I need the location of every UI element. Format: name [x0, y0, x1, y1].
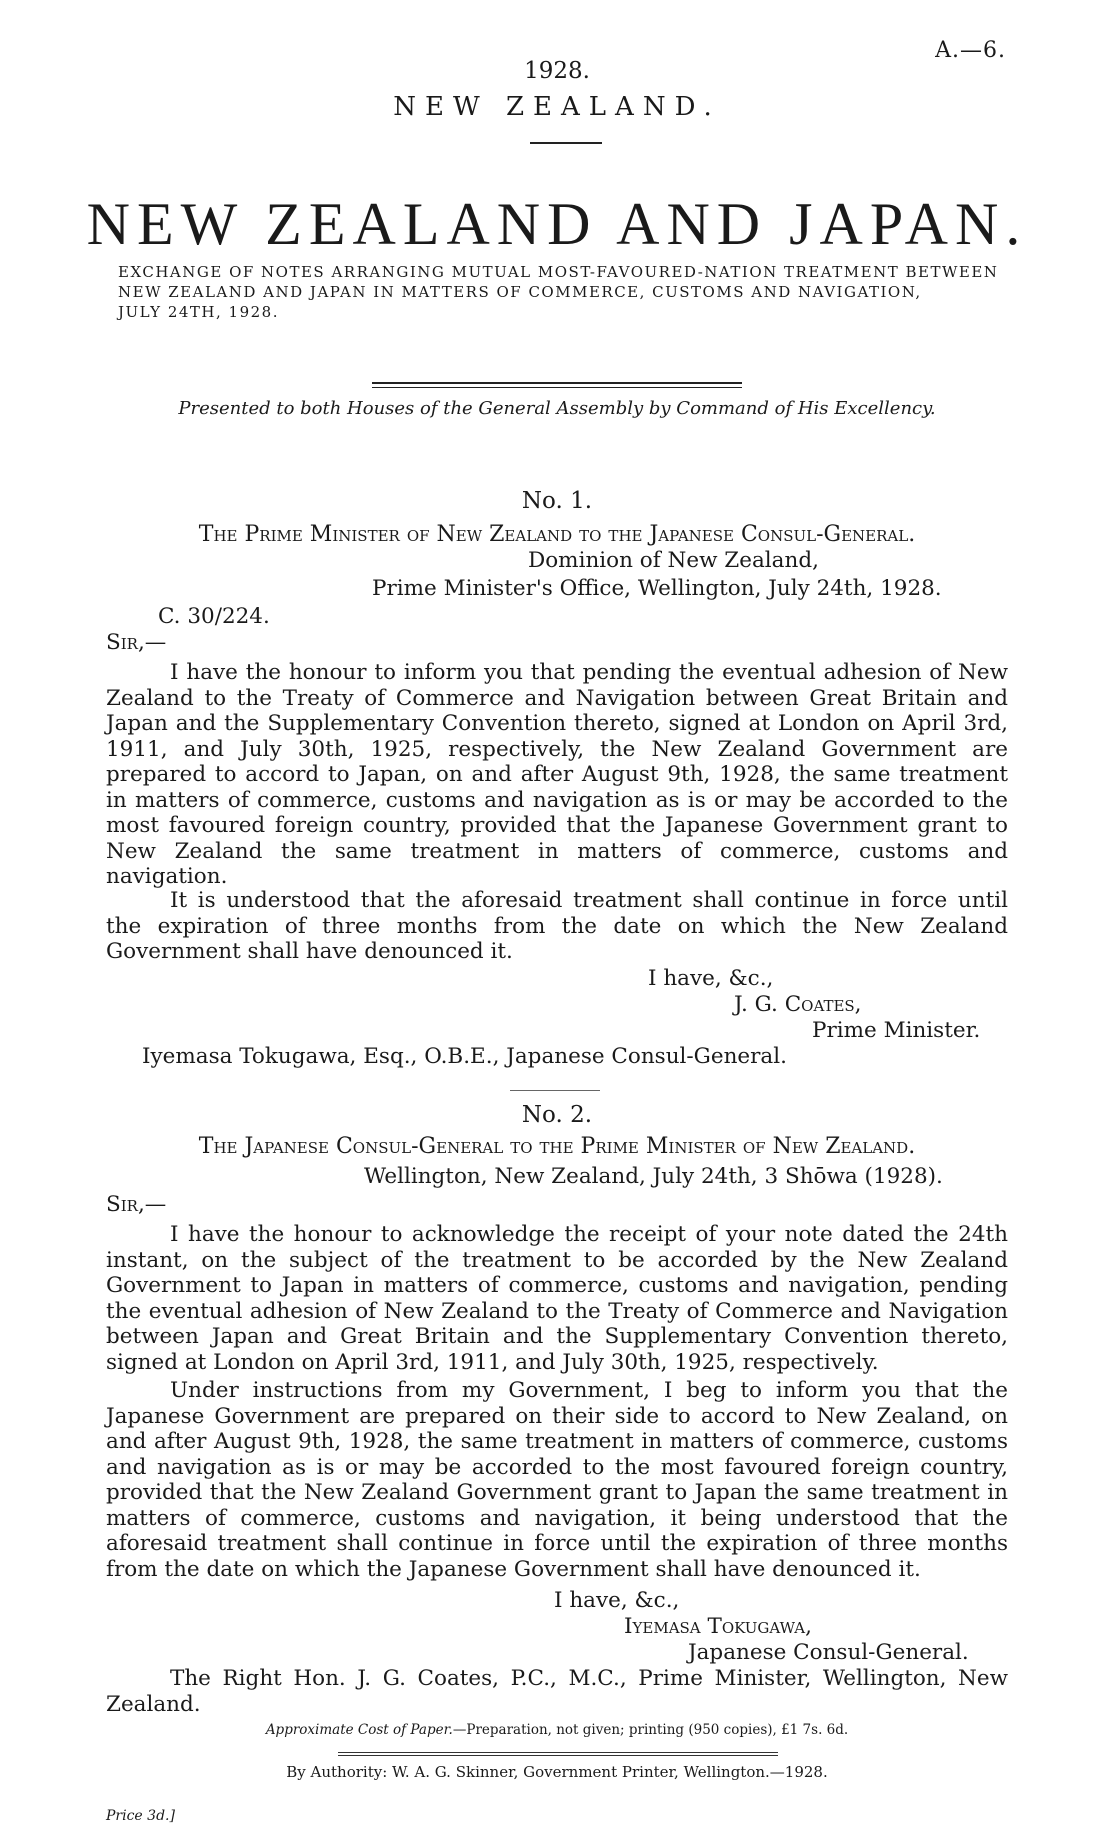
- letter-1-signature-name: J. G. Coates,: [734, 992, 862, 1017]
- cost-label: Approximate Cost of Paper.: [265, 1722, 453, 1738]
- letter-1-signature-title: Prime Minister.: [812, 1018, 981, 1043]
- letter-2-salutation: Sir,—: [106, 1192, 167, 1217]
- subtitle-line: NEW ZEALAND AND JAPAN IN MATTERS OF COMMERCE, CUSTOMS AND NAVIGATION,: [118, 283, 922, 301]
- letter-1-salutation: Sir,—: [106, 630, 167, 655]
- subtitle-line: EXCHANGE OF NOTES ARRANGING MUTUAL MOST-FAVOURED-NATION TREATMENT BETWEEN: [118, 263, 999, 281]
- price-label: Price 3d.]: [106, 1808, 175, 1824]
- title-divider: [372, 382, 742, 388]
- letter-2-number: No. 2.: [521, 1102, 593, 1128]
- country-heading: NEW ZEALAND.: [393, 92, 721, 122]
- letter-2-addressee: The Right Hon. J. G. Coates, P.C., M.C., Prime Minister, Wellington, New Zealand.: [106, 1666, 1008, 1717]
- letter-1-address-line-1: Dominion of New Zealand,: [528, 548, 819, 573]
- presented-note: Presented to both Houses of the General Assembly by Command of His Excellency.: [178, 398, 936, 419]
- letter-1-paragraph-2: It is understood that the aforesaid treatment shall continue in force until the expiration of three months from the date on which the New Zealand Government shall have denounced it.: [106, 888, 1008, 964]
- letter-1-addressee: Iyemasa Tokugawa, Esq., O.B.E., Japanese Consul-General.: [142, 1044, 787, 1069]
- page-reference: A.—6.: [935, 38, 1006, 63]
- letter-1-number: No. 1.: [521, 488, 593, 514]
- letter-2-closing: I have, &c.,: [554, 1588, 680, 1613]
- document-title: NEW ZEALAND AND JAPAN.: [86, 191, 1028, 257]
- letter-1-paragraph-1: I have the honour to inform you that pending the eventual adhesion of New Zealand to the Treaty of Commerce and Navigation between Great Britain and Japan and the Supplementary Convention thereto, signed at London on April 3rd, 1911, and July 30th, 1925, respectively, the New Zealand Government are prepared to accord to Japan, on and after August 9th, 1928, the same treatment in matters of commerce, customs and navigation as is or may be accorded to the most favoured foreign country, provided that the Japanese Government grant to New Zealand the same treatment in matters of commerce, customs and navigation.: [106, 660, 1008, 889]
- letter-2-heading: The Japanese Consul-General to the Prime Minister of New Zealand.: [198, 1134, 916, 1159]
- document-subtitle: [118, 262, 1008, 322]
- letter-2-paragraph-1: I have the honour to acknowledge the receipt of your note dated the 24th instant, on the subject of the treatment to be accorded by the New Zealand Government to Japan in matters of commerce, customs and navigation, pending the eventual adhesion of New Zealand to the Treaty of Commerce and Navigation between Japan and Great Britain and the Supplementary Convention thereto, signed at London on April 3rd, 1911, and July 30th, 1925, respectively.: [106, 1222, 1008, 1375]
- letter-2-address-line-1: Wellington, New Zealand, July 24th, 3 Shōwa (1928).: [364, 1164, 943, 1189]
- cost-of-paper-note: [0, 1722, 1114, 1738]
- cost-text: —Preparation, not given; printing (950 copies), £1 7s. 6d.: [452, 1722, 849, 1738]
- letter-2-signature-name: Iyemasa Tokugawa,: [624, 1614, 812, 1639]
- printer-authority: By Authority: W. A. G. Skinner, Government Printer, Wellington.—1928.: [286, 1763, 828, 1781]
- letter-divider: [510, 1090, 600, 1091]
- letter-1-heading: The Prime Minister of New Zealand to the Japanese Consul-General.: [198, 522, 916, 547]
- publication-year: 1928.: [524, 58, 590, 84]
- letter-1-reference: C. 30/224.: [158, 604, 270, 629]
- letter-1-closing: I have, &c.,: [648, 966, 774, 991]
- letter-1-address-line-2: Prime Minister's Office, Wellington, July 24th, 1928.: [372, 576, 942, 601]
- letter-2-paragraph-2: Under instructions from my Government, I beg to inform you that the Japanese Government are prepared on their side to accord to New Zealand, on and after August 9th, 1928, the same treatment in matters of commerce, customs and navigation as is or may be accorded to the most favoured foreign country, provided that the New Zealand Government grant to Japan the same treatment in matters of commerce, customs and navigation, it being understood that the aforesaid treatment shall continue in force until the expiration of three months from the date on which the Japanese Government shall have denounced it.: [106, 1378, 1008, 1582]
- letter-2-signature-title: Japanese Consul-General.: [688, 1640, 969, 1665]
- footer-divider: [338, 1752, 778, 1756]
- subtitle-line: JULY 24TH, 1928.: [118, 303, 279, 321]
- header-divider: [530, 142, 602, 144]
